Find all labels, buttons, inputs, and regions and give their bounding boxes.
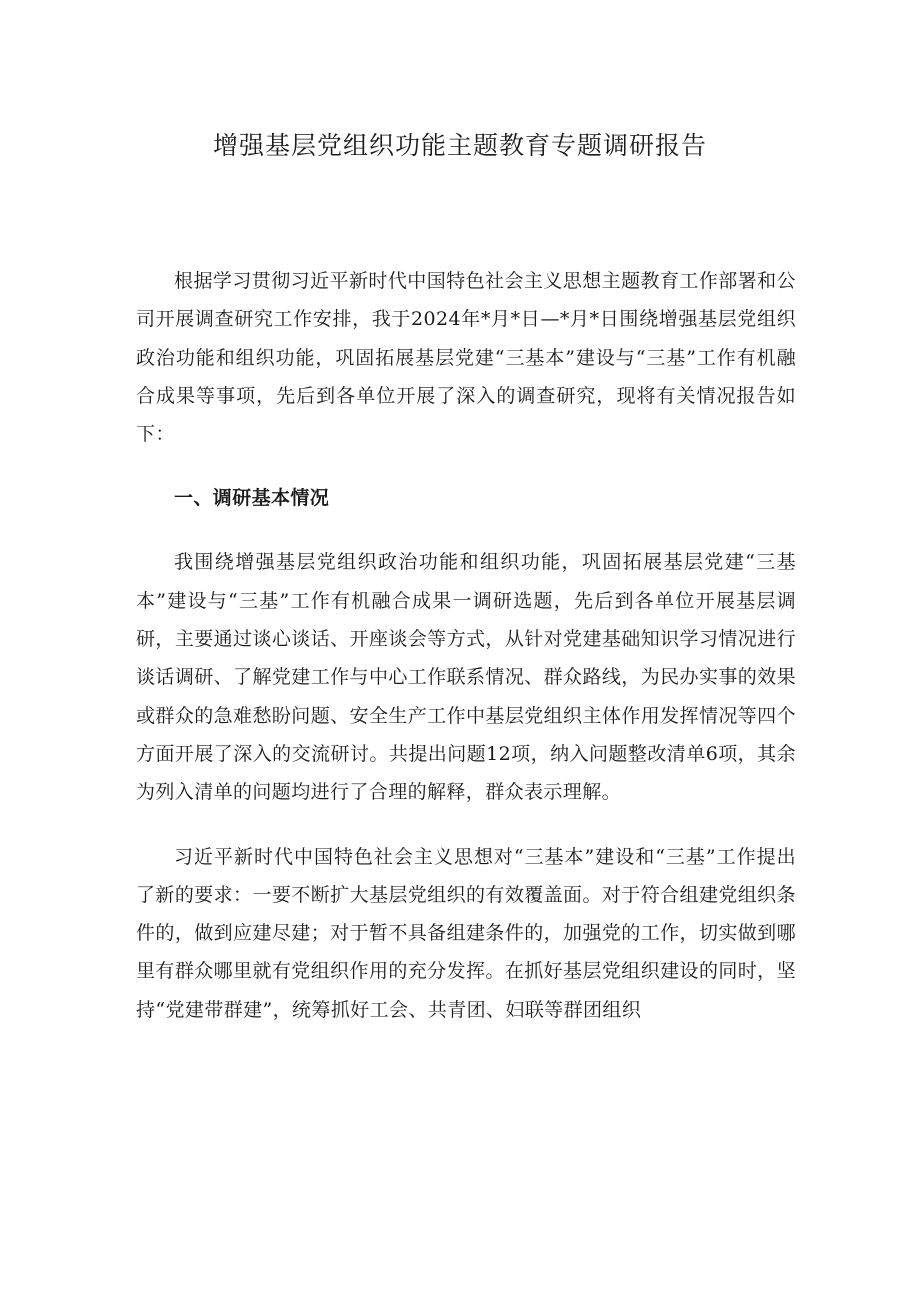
document-title: 增强基层党组织功能主题教育专题调研报告 — [212, 131, 707, 160]
body-paragraph: 我围绕增强基层党组织政治功能和组织功能，巩固拓展基层党建“三基本”建设与“三基”工作有机融合成果一调研选题，先后到各单位开展基层调研，主要通过谈心谈话、开座谈会等方式，从针对党建基础知识学习情况进行谈话调研、了解党建工作与中心工作联系情况、群众路线，为民办实事的效果或群众的急难愁盼问题、安全生产工作中基层党组织主体作用发挥情况等四个方面开展了深入的交流研讨。共提出问题12项，纳入问题整改清单6项，其余为列入清单的问题均进行了合理的解释，群众表示理解。 — [136, 551, 796, 804]
section-heading: 一、调研基本情况 — [174, 487, 330, 510]
document-body — [136, 262, 796, 1055]
intro-paragraph: 根据学习贯彻习近平新时代中国特色社会主义思想主题教育工作部署和公司开展调查研究工作安排，我于2024年*月*日—*月*日围绕增强基层党组织政治功能和组织功能，巩固拓展基层党建“三基本”建设与“三基”工作有机融合成果等事项，先后到各单位开展了深入的调查研究，现将有关情况报告如下： — [136, 270, 796, 446]
body-paragraph: 习近平新时代中国特色社会主义思想对“三基本”建设和“三基”工作提出了新的要求：一要不断扩大基层党组织的有效覆盖面。对于符合组建党组织条件的，做到应建尽建；对于暂不具备组建条件的，加强党的工作，切实做到哪里有群众哪里就有党组织作用的充分发挥。在抓好基层党组织建设的同时，坚持“党建带群建”，统筹抓好工会、共青团、妇联等群团组织 — [136, 845, 796, 1021]
